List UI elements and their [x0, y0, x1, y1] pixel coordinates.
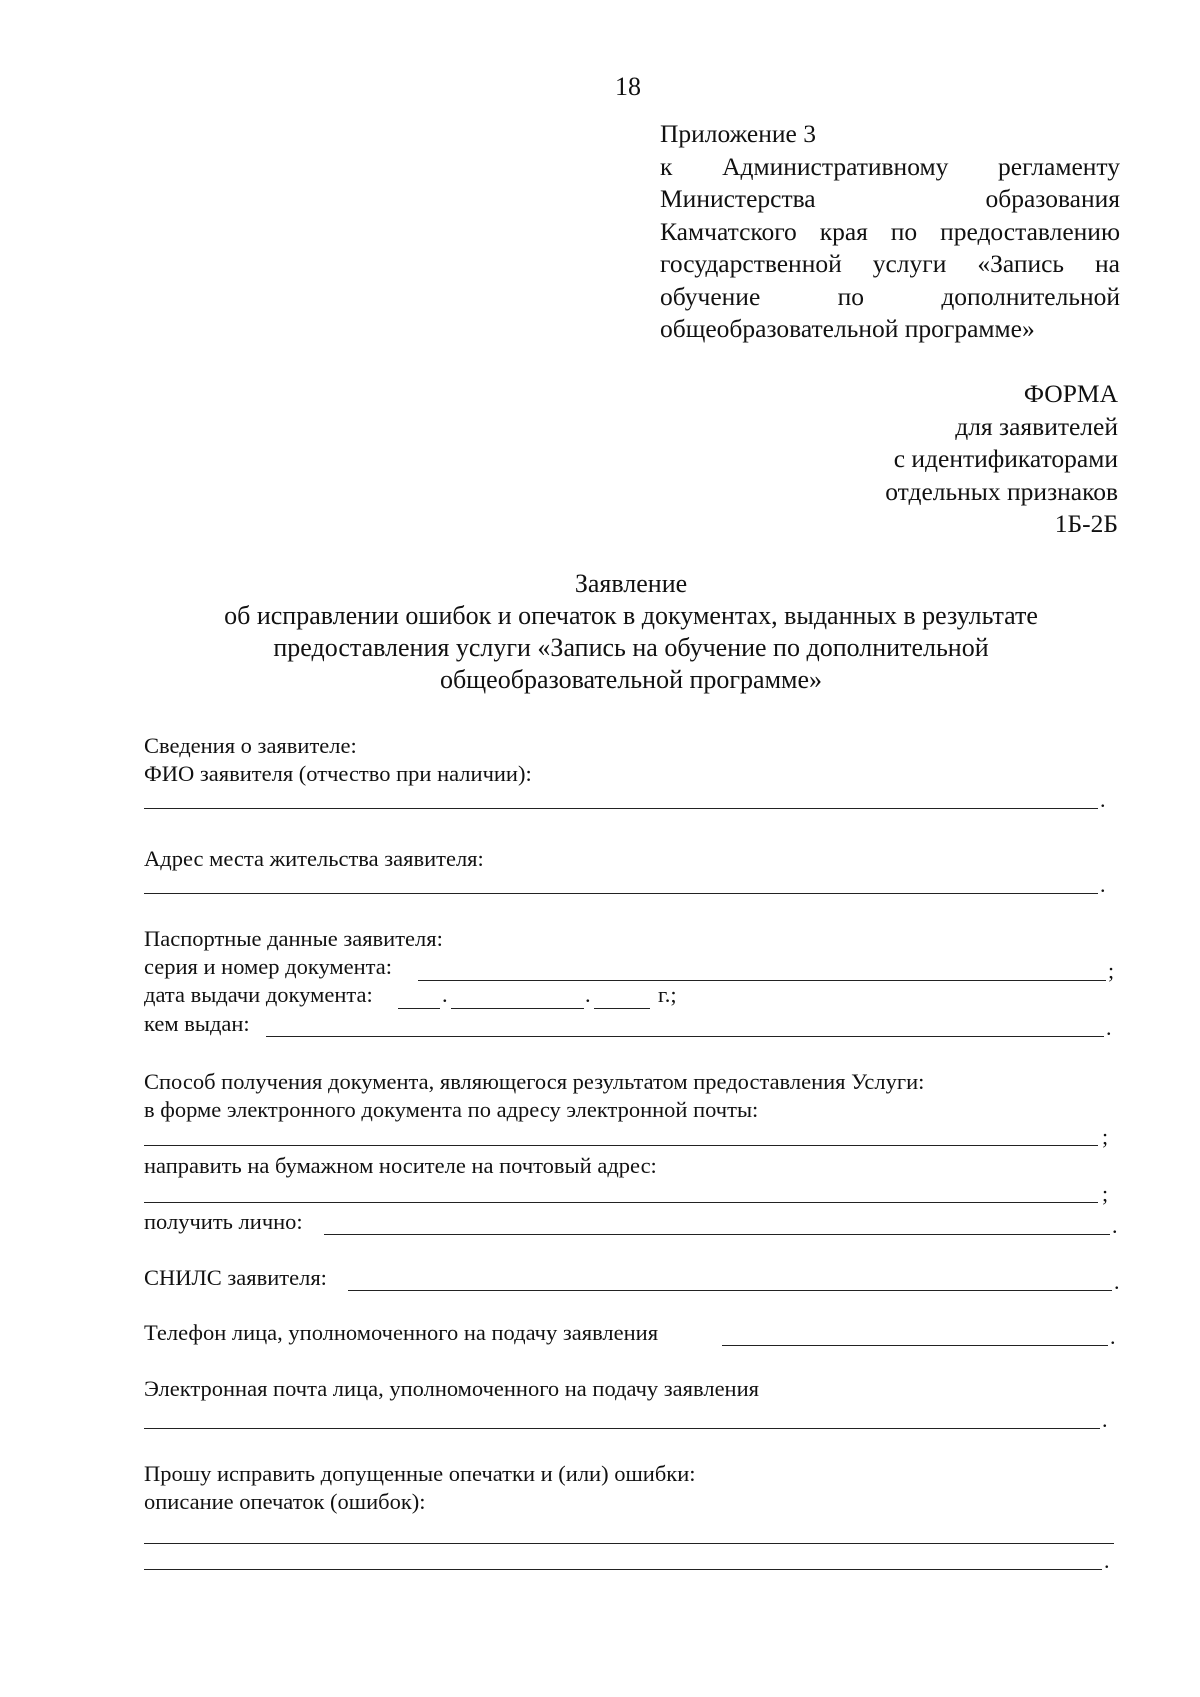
appendix-line: Министерства образования [660, 184, 1120, 213]
fio-end-dot: . [1100, 787, 1106, 812]
electronic-delivery-label: в форме электронного документа по адресу электронной почты: [144, 1097, 759, 1122]
delivery-method-heading: Способ получения документа, являющегося результатом предоставления Услуги: [144, 1069, 925, 1094]
personal-pickup-field[interactable] [324, 1234, 1110, 1235]
fio-field[interactable] [144, 808, 1098, 809]
electronic-delivery-end: ; [1102, 1124, 1109, 1149]
page-number: 18 [615, 72, 641, 101]
email-field[interactable] [144, 1428, 1100, 1429]
title-line: предоставления услуги «Запись на обучение по дополнительной [273, 633, 989, 662]
issue-date-suffix: г.; [658, 982, 677, 1007]
issued-by-label: кем выдан: [144, 1011, 250, 1036]
form-label-line: 1Б-2Б [1054, 509, 1118, 538]
document-title [0, 568, 1200, 696]
issue-date-label: дата выдачи документа: [144, 982, 373, 1007]
address-end-dot: . [1100, 872, 1106, 897]
snils-field[interactable] [348, 1290, 1112, 1291]
appendix-line: государственной услуги «Запись на [660, 249, 1120, 278]
description-field-line-1[interactable] [144, 1543, 1114, 1544]
description-label: описание опечаток (ошибок): [144, 1489, 426, 1514]
issue-date-separator: . [585, 982, 591, 1007]
issue-day-field[interactable] [398, 1008, 440, 1009]
paper-delivery-field[interactable] [144, 1202, 1098, 1203]
personal-pickup-end-dot: . [1112, 1213, 1118, 1238]
issue-date-separator: . [442, 982, 448, 1007]
phone-field[interactable] [722, 1345, 1108, 1346]
applicant-info-heading: Сведения о заявителе: [144, 733, 357, 758]
snils-end-dot: . [1114, 1269, 1120, 1294]
series-number-field[interactable] [418, 980, 1106, 981]
form-label-line: отдельных признаков [885, 476, 1118, 506]
series-number-end: ; [1108, 958, 1115, 983]
title-line: Заявление [574, 569, 688, 598]
appendix-line: Камчатского края по предоставлению [660, 216, 1120, 246]
phone-end-dot: . [1110, 1324, 1116, 1349]
electronic-delivery-field[interactable] [144, 1145, 1098, 1146]
appendix-line: обучение по дополнительной [660, 281, 1120, 311]
appendix-line: Приложение 3 [660, 119, 816, 148]
appendix-line: к Административному регламенту [660, 151, 1120, 181]
paper-delivery-label: направить на бумажном носителе на почтовый адрес: [144, 1153, 657, 1178]
passport-heading: Паспортные данные заявителя: [144, 926, 443, 951]
snils-label: СНИЛС заявителя: [144, 1265, 327, 1290]
personal-pickup-label: получить лично: [144, 1209, 303, 1234]
issue-year-field[interactable] [594, 1008, 650, 1009]
form-label-block [885, 378, 1118, 541]
form-label-line: с идентификаторами [893, 444, 1118, 473]
issued-by-field[interactable] [266, 1036, 1104, 1037]
description-end-dot: . [1104, 1548, 1110, 1573]
form-label-line: ФОРМА [1023, 379, 1118, 408]
paper-delivery-end: ; [1102, 1181, 1109, 1206]
title-line: об исправлении ошибок и опечаток в документах, выданных в результате [224, 601, 1038, 630]
title-line: общеобразовательной программе» [439, 665, 823, 694]
form-label-line: для заявителей [955, 411, 1118, 441]
appendix-line: общеобразовательной программе» [660, 314, 1035, 343]
phone-label: Телефон лица, уполномоченного на подачу заявления [144, 1320, 659, 1345]
email-end-dot: . [1102, 1407, 1108, 1432]
issued-by-end-dot: . [1106, 1015, 1112, 1040]
request-label: Прошу исправить допущенные опечатки и (или) ошибки: [144, 1461, 696, 1486]
issue-month-field[interactable] [451, 1008, 584, 1009]
series-number-label: серия и номер документа: [144, 954, 393, 979]
fio-label: ФИО заявителя (отчество при наличии): [144, 761, 532, 786]
address-field[interactable] [144, 893, 1098, 894]
appendix-block [660, 118, 1120, 346]
description-field-line-2[interactable] [144, 1569, 1102, 1570]
address-label: Адрес места жительства заявителя: [144, 846, 484, 871]
email-label: Электронная почта лица, уполномоченного на подачу заявления [144, 1376, 759, 1401]
